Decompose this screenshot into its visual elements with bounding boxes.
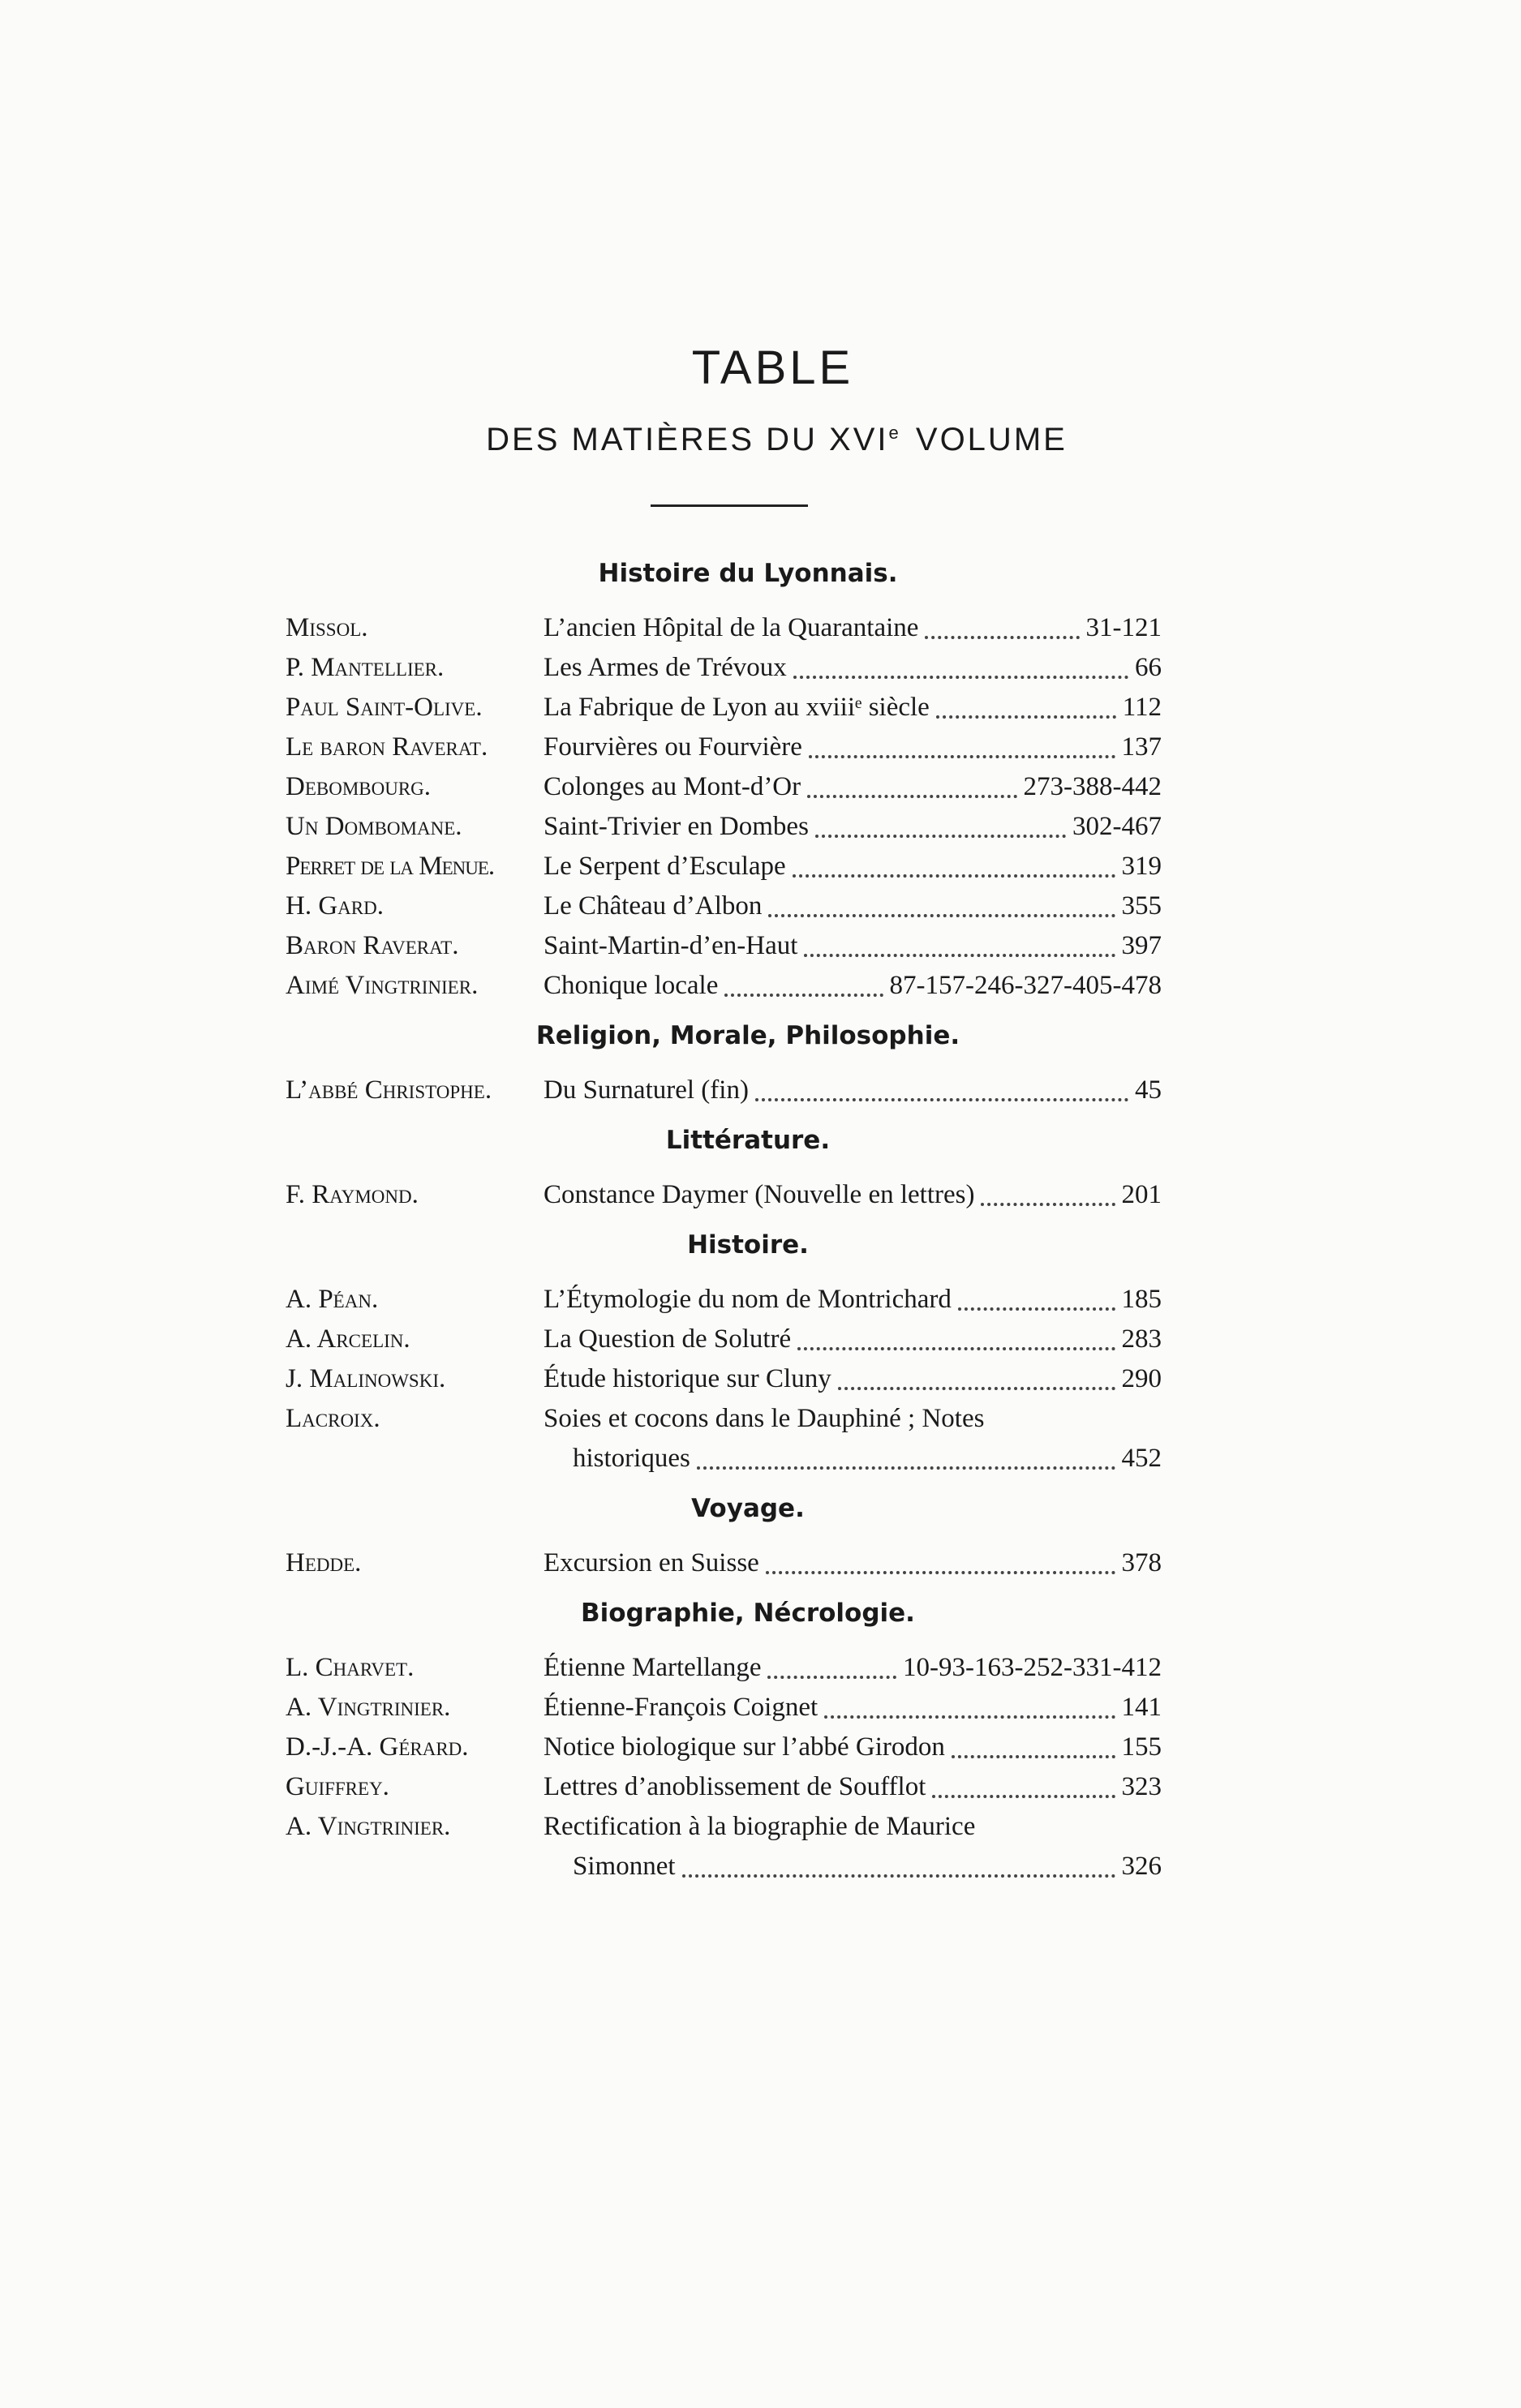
subtitle-text: DES MATIÈRES DU XVI [486, 422, 889, 457]
toc-entry [286, 926, 1162, 966]
entry-pages: 452 [1121, 1444, 1162, 1473]
table-of-contents [286, 560, 1162, 1886]
dot-leader [952, 1755, 1115, 1758]
entry-title: Soies et cocons dans le Dauphiné ; Notes [544, 1404, 985, 1433]
dot-leader [932, 1795, 1115, 1798]
entry-title: Étude historique sur Cluny [544, 1364, 831, 1393]
entry-pages: 355 [1121, 891, 1162, 921]
entry-pages: 141 [1121, 1693, 1162, 1722]
entry-author: Missol. [286, 613, 368, 642]
toc-entry [286, 767, 1162, 807]
entry-title: Chonique locale [544, 971, 719, 1000]
dot-leader [807, 795, 1016, 798]
entry-pages: 273-388-442 [1023, 772, 1162, 801]
dot-leader [724, 994, 883, 997]
entry-author: Hedde. [286, 1548, 362, 1577]
page-subtitle [0, 422, 1521, 458]
section-heading: Histoire du Lyonnais. [598, 559, 898, 588]
entry-title: Le Serpent d’Esculape [544, 852, 786, 881]
entry-title: Les Armes de Trévoux [544, 653, 787, 682]
dot-leader [838, 1387, 1115, 1390]
entry-pages: 155 [1121, 1732, 1162, 1762]
toc-entry [286, 847, 1162, 886]
toc-entry [286, 648, 1162, 688]
toc-entry [286, 886, 1162, 926]
dot-leader [936, 715, 1116, 719]
entry-title: Lettres d’anoblissement de Soufflot [544, 1772, 926, 1801]
section-heading: Biographie, Nécrologie. [581, 1599, 915, 1628]
entry-author: Aimé Vingtrinier. [286, 971, 479, 1000]
entry-pages: 66 [1135, 653, 1162, 682]
entry-author: A. Arcelin. [286, 1324, 410, 1354]
entry-author: D.-J.-A. Gérard. [286, 1732, 469, 1762]
entry-pages: 397 [1121, 931, 1162, 960]
dot-leader [815, 835, 1066, 838]
entry-pages: 45 [1135, 1075, 1162, 1105]
dot-leader [755, 1098, 1128, 1101]
toc-entry [286, 1807, 1162, 1886]
entry-pages: 302-467 [1072, 812, 1162, 841]
toc-entry [286, 1728, 1162, 1767]
entry-pages: 326 [1121, 1852, 1162, 1881]
section-heading: Histoire. [687, 1230, 809, 1260]
entry-title: Rectification à la biographie de Maurice [544, 1812, 976, 1841]
toc-entry [286, 807, 1162, 847]
entry-title: La Fabrique de Lyon au xviiiᵉ siècle [544, 693, 930, 722]
dot-leader [958, 1307, 1115, 1311]
page-title: TABLE [691, 341, 854, 394]
entry-pages: 10-93-163-252-331-412 [903, 1653, 1162, 1682]
entry-title: Fourvières ou Fourvière [544, 732, 802, 762]
entry-pages: 290 [1121, 1364, 1162, 1393]
toc-entry [286, 728, 1162, 767]
entry-pages: 323 [1121, 1772, 1162, 1801]
dot-leader [767, 1676, 896, 1679]
entry-title: Saint-Martin-d’en-Haut [544, 931, 798, 960]
toc-entry [286, 1071, 1162, 1110]
entry-author: Lacroix. [286, 1404, 380, 1433]
entry-author: A. Vingtrinier. [286, 1693, 451, 1722]
entry-pages: 112 [1122, 693, 1162, 722]
dot-leader [766, 1571, 1115, 1574]
section-heading: Littérature. [665, 1126, 831, 1155]
entry-pages: 137 [1121, 732, 1162, 762]
entry-author: Un Dombomane. [286, 812, 462, 841]
entry-author: Paul Saint-Olive. [286, 693, 483, 722]
dot-leader [824, 1715, 1115, 1719]
entry-author: Le baron Raverat. [286, 732, 488, 762]
entry-title-continued: historiques [573, 1444, 690, 1473]
entry-title: Notice biologique sur l’abbé Girodon [544, 1732, 945, 1762]
toc-entry [286, 966, 1162, 1006]
entry-pages: 283 [1121, 1324, 1162, 1354]
entry-title: Du Surnaturel (fin) [544, 1075, 749, 1105]
entry-title: Colonges au Mont-d’Or [544, 772, 801, 801]
entry-title: Constance Daymer (Nouvelle en lettres) [544, 1180, 975, 1209]
title-divider [651, 504, 808, 507]
entry-title: Saint-Trivier en Dombes [544, 812, 809, 841]
entry-pages: 87-157-246-327-405-478 [889, 971, 1162, 1000]
entry-pages: 185 [1121, 1285, 1162, 1314]
toc-entry [286, 688, 1162, 728]
dot-leader [797, 1347, 1115, 1350]
toc-entry [286, 608, 1162, 648]
entry-pages: 378 [1121, 1548, 1162, 1577]
toc-entry [286, 1543, 1162, 1583]
dot-leader [793, 676, 1128, 679]
entry-pages: 31-121 [1085, 613, 1162, 642]
subtitle-text-end: VOLUME [915, 422, 1068, 457]
entry-title: Étienne-François Coignet [544, 1693, 819, 1722]
toc-entry [286, 1359, 1162, 1399]
entry-author: A. Péan. [286, 1285, 379, 1314]
entry-author: H. Gard. [286, 891, 384, 921]
entry-author: Perret de la Menue. [286, 852, 495, 881]
entry-title: Excursion en Suisse [544, 1548, 759, 1577]
dot-leader [981, 1203, 1115, 1206]
entry-pages: 319 [1121, 852, 1162, 881]
toc-entry [286, 1648, 1162, 1688]
entry-title: Étienne Martellange [544, 1653, 762, 1682]
entry-author: P. Mantellier. [286, 653, 445, 682]
toc-entry [286, 1399, 1162, 1479]
dot-leader [809, 755, 1115, 758]
entry-author: J. Malinowski. [286, 1364, 446, 1393]
entry-author: Baron Raverat. [286, 931, 459, 960]
toc-entry [286, 1280, 1162, 1320]
entry-title: Le Château d’Albon [544, 891, 763, 921]
dot-leader [768, 914, 1115, 917]
entry-author: L’abbé Christophe. [286, 1075, 492, 1105]
dot-leader [804, 954, 1115, 957]
entry-author: L. Charvet. [286, 1653, 415, 1682]
entry-title-continued: Simonnet [573, 1852, 676, 1881]
toc-entry [286, 1688, 1162, 1728]
entry-author: A. Vingtrinier. [286, 1812, 451, 1841]
section-heading: Religion, Morale, Philosophie. [535, 1021, 960, 1050]
entry-author: Guiffrey. [286, 1772, 389, 1801]
entry-pages: 201 [1121, 1180, 1162, 1209]
subtitle-superscript: e [888, 422, 901, 443]
entry-title: L’Étymologie du nom de Montrichard [544, 1285, 952, 1314]
section-heading: Voyage. [691, 1494, 805, 1523]
entry-title: L’ancien Hôpital de la Quarantaine [544, 613, 919, 642]
entry-author: F. Raymond. [286, 1180, 419, 1209]
toc-entry [286, 1320, 1162, 1359]
dot-leader [697, 1466, 1115, 1470]
entry-title: La Question de Solutré [544, 1324, 792, 1354]
dot-leader [793, 874, 1115, 878]
dot-leader [925, 636, 1079, 639]
toc-entry [286, 1175, 1162, 1215]
toc-entry [286, 1767, 1162, 1807]
entry-author: Debombourg. [286, 772, 432, 801]
dot-leader [682, 1874, 1115, 1878]
